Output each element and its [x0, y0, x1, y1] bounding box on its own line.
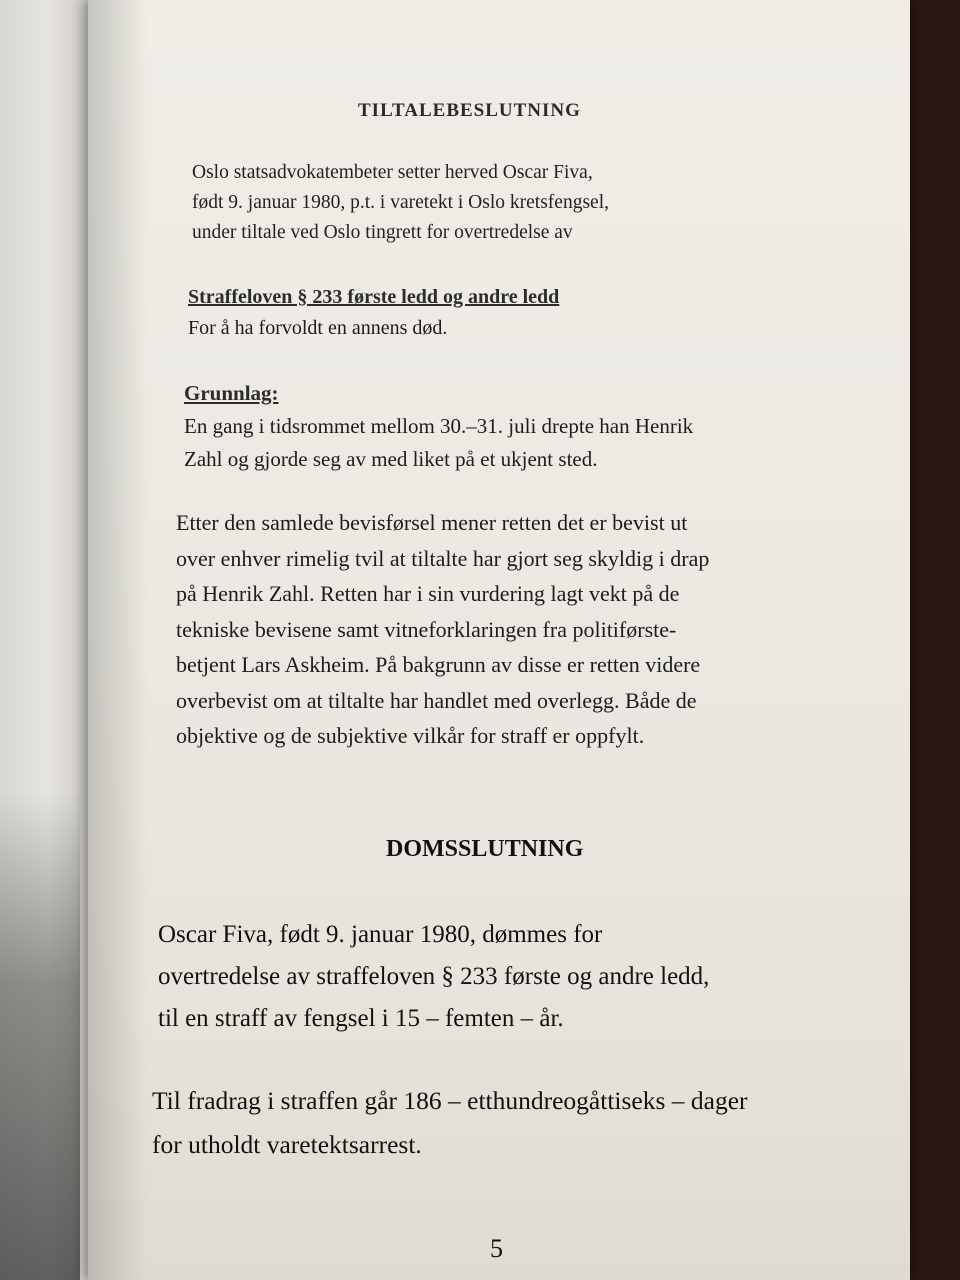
- reasoning-line: objektive og de subjektive vilkår for straff er oppfylt.: [176, 723, 645, 748]
- indictment-heading: TILTALEBESLUTNING: [358, 100, 581, 121]
- reasoning-line: betjent Lars Askheim. På bakgrunn av disse er retten videre: [176, 652, 701, 677]
- grounds-title: Grunnlag:: [184, 381, 279, 405]
- law-title: Straffeloven § 233 første ledd og andre ledd: [188, 286, 560, 308]
- grounds-section: [184, 377, 693, 476]
- reasoning-paragraph: [176, 505, 709, 754]
- deduction-paragraph: [152, 1079, 748, 1167]
- grounds-line: En gang i tidsrommet mellom 30.–31. juli drepte han Henrik: [184, 414, 694, 438]
- reasoning-line: Etter den samlede bevisførsel mener retten det er bevist ut: [176, 510, 688, 535]
- law-section: [188, 282, 559, 344]
- page-gutter-shade: [88, 0, 148, 1280]
- reasoning-line: tekniske bevisene samt vitneforklaringen fra politiførste-: [176, 616, 677, 642]
- page-shadow: [0, 790, 80, 1280]
- verdict-heading: DOMSSLUTNING: [386, 836, 584, 862]
- reasoning-line: overbevist om at tiltalte har handlet med overlegg. Både de: [176, 687, 697, 713]
- reasoning-line: over enhver rimelig tvil at tiltalte har gjort seg skyldig i drap: [176, 545, 710, 571]
- intro-line: Oslo statsadvokatembeter setter herved Oscar Fiva,: [192, 162, 593, 183]
- grounds-line: Zahl og gjorde seg av med liket på et ukjent sted.: [184, 447, 598, 471]
- verdict-line: Oscar Fiva, født 9. januar 1980, dømmes for: [158, 921, 603, 948]
- intro-paragraph: [192, 158, 609, 248]
- intro-line: født 9. januar 1980, p.t. i varetekt i Oslo kretsfengsel,: [192, 192, 609, 213]
- intro-line: under tiltale ved Oslo tingrett for overtredelse av: [192, 222, 573, 243]
- verdict-paragraph: [158, 914, 709, 1040]
- reasoning-line: på Henrik Zahl. Retten har i sin vurdering lagt vekt på de: [176, 581, 680, 606]
- verdict-line: til en straff av fengsel i 15 – femten – år.: [158, 1005, 564, 1032]
- deduction-line: Til fradrag i straffen går 186 – etthundreogåttiseks – dager: [152, 1086, 748, 1115]
- page-number: 5: [490, 1234, 503, 1263]
- deduction-line: for utholdt varetektsarrest.: [152, 1130, 422, 1159]
- law-description: For å ha forvoldt en annens død.: [188, 317, 448, 339]
- verdict-line: overtredelse av straffeloven § 233 første og andre ledd,: [158, 963, 710, 990]
